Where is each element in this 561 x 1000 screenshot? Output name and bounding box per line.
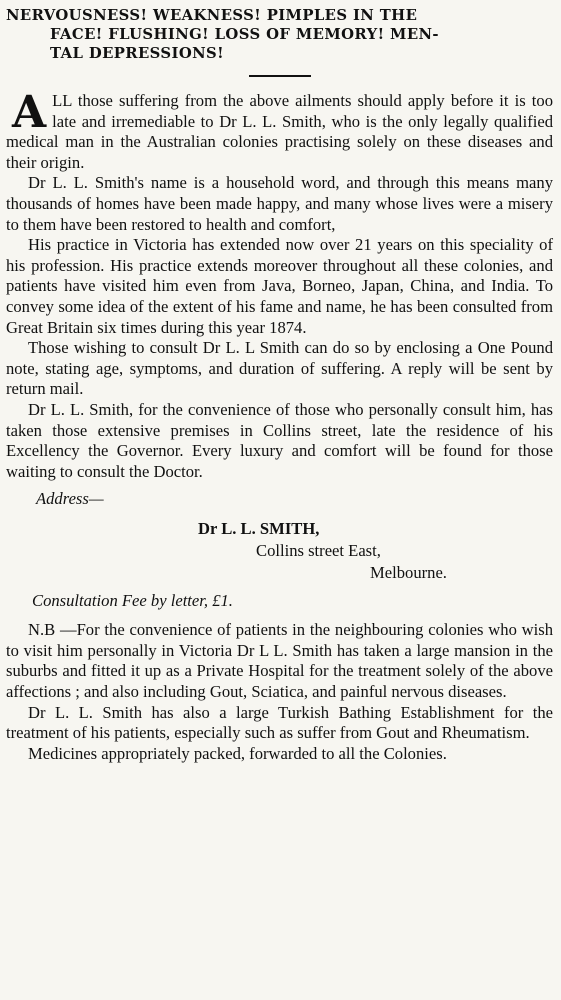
headline-line-1: NERVOUSNESS! WEAKNESS! PIMPLES IN THE <box>6 7 418 24</box>
paragraph-medicines: Medicines appropriately packed, forwarded to all the Colonies. <box>28 743 447 763</box>
divider-rule <box>249 75 311 77</box>
intro-paragraph <box>6 87 553 173</box>
drop-cap: A <box>12 87 47 138</box>
paragraph-consult-by-letter: Those wishing to consult Dr L. L Smith can do so by enclosing a One Pound note, stating age, symptoms, and duration of suffering. A reply will be sent by return mail. <box>6 338 553 399</box>
address-label: Address— <box>36 489 104 509</box>
paragraph-nota-bene: N.B —For the convenience of patients in the neighbouring colonies who wish to visit him personally in Victoria Dr L L. Smith has taken a large mansion in the suburbs and fitted it up as a Private Hospital for the treatment solely of the above affections ; and also including Gout, Sciatica, and painful nervous diseases. <box>6 620 553 702</box>
paragraph-household-word: Dr L. L. Smith's name is a household word, and through this means many thousands of homes have been made happy, and many whose lives were a misery to them have been restored to health and comfort, <box>6 173 553 234</box>
paragraph-turkish-bath: Dr L. L. Smith has also a large Turkish Bathing Establishment for the treatment of his patients, especially such as suffer from Gout and Rheumatism. <box>6 702 553 743</box>
headline-line-3: TAL DEPRESSIONS! <box>50 45 225 62</box>
intro-text: LL those suffering from the above ailments should apply before it is too late and irremediable to Dr L. L. Smith, who is the only legally qualified medical man in the Australian colonies practising solely on these diseases and their origin. <box>6 91 553 172</box>
headline <box>6 6 553 63</box>
address-city: Melbourne. <box>370 563 447 583</box>
address-street: Collins street East, <box>256 541 381 561</box>
consultation-fee: Consultation Fee by letter, £1. <box>32 591 233 611</box>
headline-line-2: FACE! FLUSHING! LOSS OF MEMORY! MEN- <box>50 26 439 43</box>
paragraph-premises: Dr L. L. Smith, for the convenience of those who personally consult him, has taken those extensive premises in Collins street, late the residence of his Excellency the Governor. Every luxury and comfort will be found for those waiting to consult the Doctor. <box>6 399 553 481</box>
address-name: Dr L. L. SMITH, <box>198 519 320 539</box>
paragraph-practice: His practice in Victoria has extended now over 21 years on this speciality of his profession. His practice extends moreover throughout all these colonies, and patients have visited him even from Java, Borneo, Japan, China, and India. To convey some idea of the extent of his fame and name, he has been consulted from Great Britain six times during this year 1874. <box>6 235 553 337</box>
